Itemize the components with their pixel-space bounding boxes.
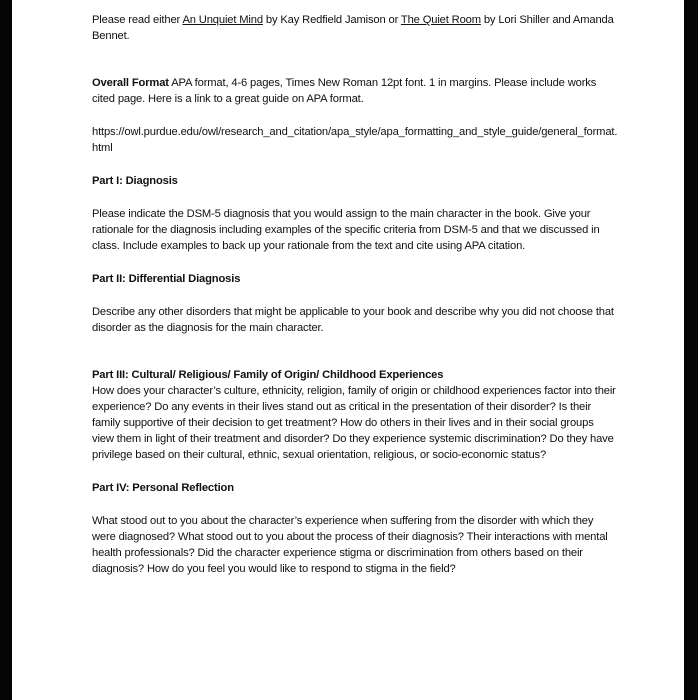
book-title-the-quiet-room: The Quiet Room xyxy=(400,14,481,26)
part4-body: What stood out to you about the character’s experience when suffering from the disorder with which they were diagnosed? What stood out to you about the process of their diagnosis? Their interactions with mental health professionals? Did the character experience stigma or discrimination from others based on their diagnosis? How do you feel you would like to respond to stigma in the field? xyxy=(92,515,608,575)
part1-body: Please indicate the DSM-5 diagnosis that you would assign to the main character in the book. Give your rationale for the diagnosis including examples of the specific criteria from DSM-5 and that we discussed in class. Include examples to back up your rationale from the text and cite using APA citation. xyxy=(92,208,600,252)
format-body: APA format, 4-6 pages, Times New Roman 12pt font. 1 in margins. Please include works cited page. Here is a link to a great guide on APA format. xyxy=(92,77,597,105)
apa-guide-link[interactable]: https://owl.purdue.edu/owl/research_and_citation/apa_style/apa_formatting_and_style_guide/general_format.html xyxy=(92,126,618,154)
part1-heading: Part I: Diagnosis xyxy=(92,175,178,187)
part2-heading: Part II: Differential Diagnosis xyxy=(92,273,241,285)
intro-paragraph xyxy=(92,12,618,44)
part3-body: How does your character’s culture, ethnicity, religion, family of origin or childhood experiences factor into their experience? Do any events in their lives stand out as critical in the presentation of their disorder? Is their family supportive of their decision to get treatment? How do others in their lives and in their social groups view them in light of their treatment and disorder? Do they experience systemic discrimination? Do they have privilege based on their cultural, ethnic, sexual orientation, religious, or socio-economic status? xyxy=(92,385,616,461)
intro-author-1: by Kay Redfield Jamison or xyxy=(262,14,401,26)
part3-heading: Part III: Cultural/ Religious/ Family of Origin/ Childhood Experiences xyxy=(92,369,444,381)
document-page xyxy=(12,0,684,700)
part2-body: Describe any other disorders that might be applicable to your book and describe why you did not choose that disorder as the diagnosis for the main character. xyxy=(92,306,614,334)
book-title-an-unquiet-mind: An Unquiet Mind xyxy=(182,14,263,26)
intro-prefix: Please read either xyxy=(92,14,183,26)
intro-author-2: by Lori Shiller and Amanda Bennet. xyxy=(92,14,614,42)
part4-heading: Part IV: Personal Reflection xyxy=(92,482,234,494)
format-paragraph xyxy=(92,75,618,107)
format-heading: Overall Format xyxy=(92,77,169,89)
document-body xyxy=(92,12,618,577)
